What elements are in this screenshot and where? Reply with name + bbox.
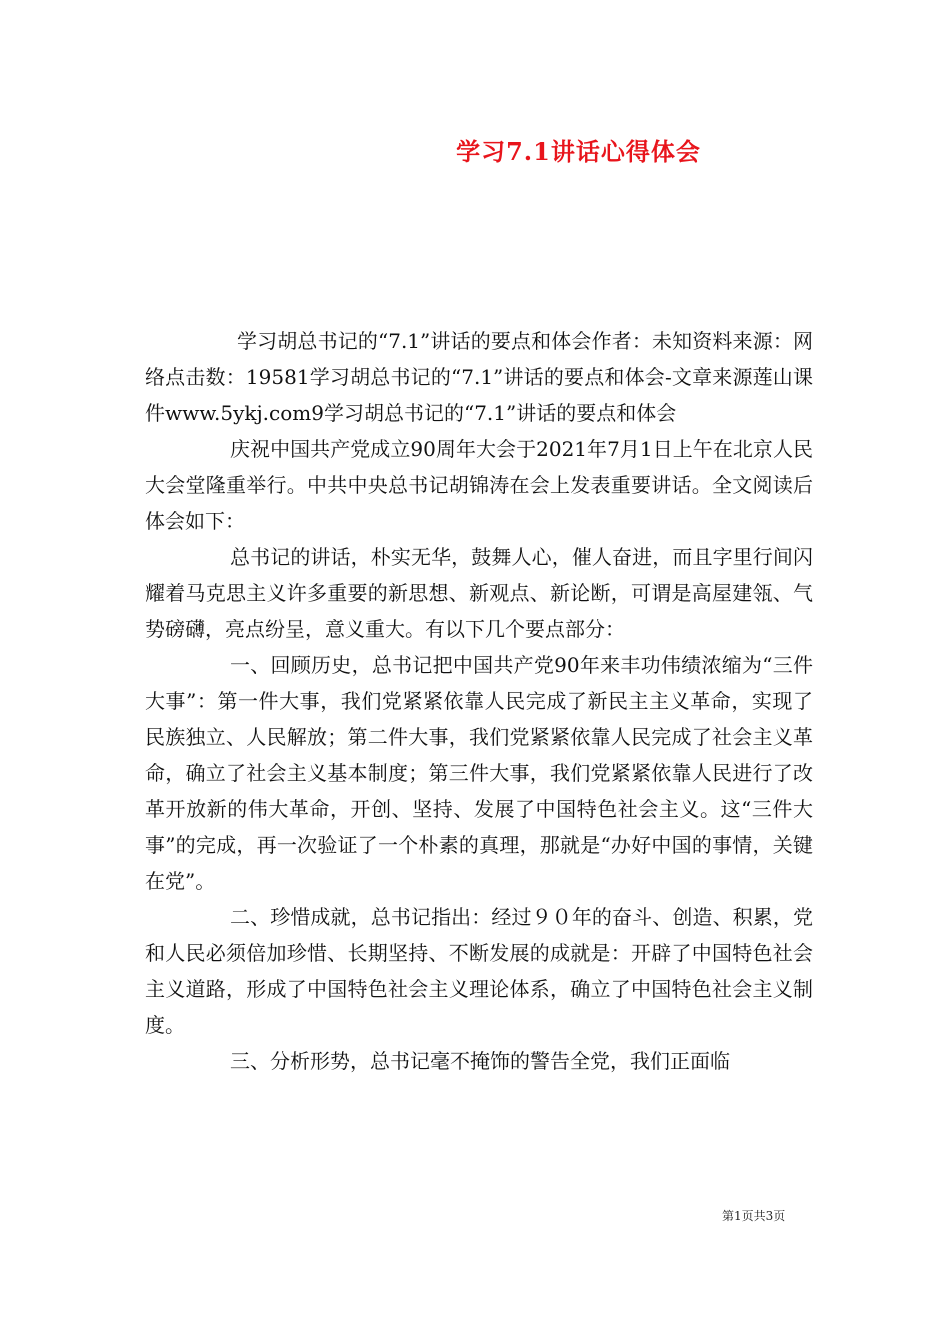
paragraph: 三、分析形势，总书记毫不掩饰的警告全党，我们正面临	[230, 1049, 730, 1073]
document-body	[145, 323, 813, 1079]
paragraph: 庆祝中国共产党成立90周年大会于2021年7月1日上午在北京人民大会堂隆重举行。中共中央总书记胡锦涛在会上发表重要讲话。全文阅读后体会如下：	[145, 437, 813, 533]
paragraph: 二、珍惜成就，总书记指出：经过９０年的奋斗、创造、积累，党和人民必须倍加珍惜、长期坚持、不断发展的成就是：开辟了中国特色社会主义道路，形成了中国特色社会主义理论体系，确立了中国特色社会主义制度。	[145, 905, 813, 1037]
page-number: 第1页共3页	[722, 1209, 786, 1223]
paragraph: 一、回顾历史，总书记把中国共产党90年来丰功伟绩浓缩为“三件大事”：第一件大事，我们党紧紧依靠人民完成了新民主主义革命，实现了民族独立、人民解放；第二件大事，我们党紧紧依靠人民完成了社会主义革命，确立了社会主义基本制度；第三件大事，我们党紧紧依靠人民进行了改革开放新的伟大革命，开创、坚持、发展了中国特色社会主义。这“三件大事”的完成，再一次验证了一个朴素的真理，那就是“办好中国的事情，关键在党”。	[145, 653, 813, 893]
document-title: 学习7.1讲话心得体会	[456, 137, 701, 166]
paragraph: 学习胡总书记的“7.1”讲话的要点和体会作者：未知资料来源：网络点击数：19581学习胡总书记的“7.1”讲话的要点和体会-文章来源莲山课件www.5ykj.com9学习胡总书记的“7.1”讲话的要点和体会	[145, 329, 813, 425]
paragraph: 总书记的讲话，朴实无华，鼓舞人心，催人奋进，而且字里行间闪耀着马克思主义许多重要的新思想、新观点、新论断，可谓是高屋建瓴、气势磅礴，亮点纷呈，意义重大。有以下几个要点部分：	[145, 545, 813, 641]
